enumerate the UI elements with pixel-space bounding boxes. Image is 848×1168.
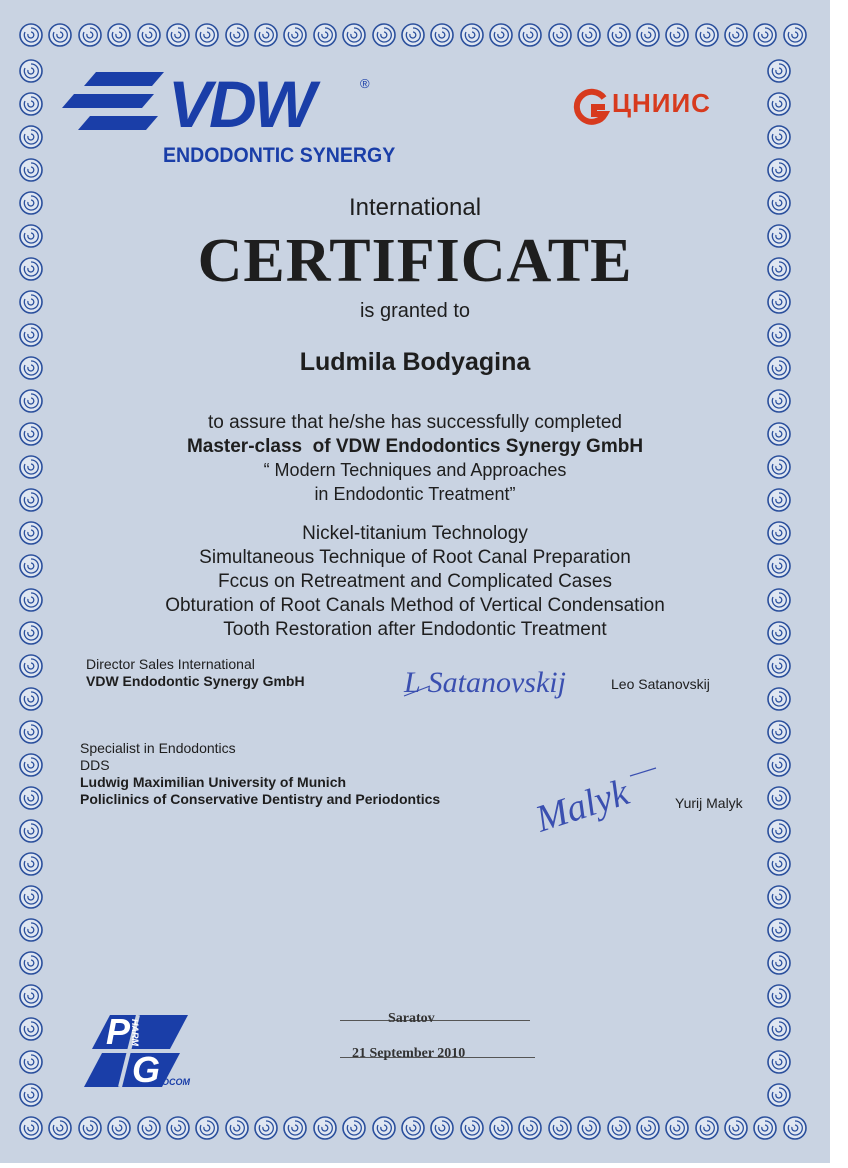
course-subtitle-1: “ Modern Techniques and Approaches — [263, 460, 567, 480]
shell-ornament-icon — [766, 950, 792, 976]
shell-ornament-icon — [18, 983, 44, 1009]
shell-ornament-icon — [371, 1115, 397, 1141]
shell-ornament-icon — [766, 785, 792, 811]
shell-ornament-icon — [429, 1115, 455, 1141]
shell-ornament-icon — [782, 1115, 808, 1141]
topic-item: Tooth Restoration after Endodontic Treatment — [223, 619, 607, 640]
shell-ornament-icon — [576, 22, 602, 48]
granted-text: is granted to — [359, 300, 471, 322]
shell-ornament-icon — [253, 22, 279, 48]
shell-ornament-icon — [18, 388, 44, 414]
shell-ornament-icon — [766, 1082, 792, 1108]
shell-ornament-icon — [18, 752, 44, 778]
shell-ornament-icon — [18, 157, 44, 183]
cniis-emblem-icon — [572, 88, 610, 126]
registered-mark: ® — [360, 76, 370, 91]
topic-item: Simultaneous Technique of Root Canal Preparation — [199, 547, 631, 568]
shell-ornament-icon — [517, 1115, 543, 1141]
shell-ornament-icon — [766, 851, 792, 877]
cniis-wordmark: ЦНИИС — [612, 88, 711, 118]
signatory-1-company: VDW Endodontic Synergy GmbH — [86, 673, 305, 689]
pharm-letter-p: P — [106, 1011, 131, 1052]
shell-ornament-icon — [18, 653, 44, 679]
shell-ornament-icon — [18, 1082, 44, 1108]
shell-ornament-icon — [664, 22, 690, 48]
shell-ornament-icon — [18, 686, 44, 712]
geocom-text: EOCOM — [156, 1077, 191, 1087]
shell-ornament-icon — [766, 388, 792, 414]
shell-ornament-icon — [606, 22, 632, 48]
shell-ornament-icon — [694, 1115, 720, 1141]
shell-ornament-icon — [488, 22, 514, 48]
shell-ornament-icon — [547, 22, 573, 48]
shell-ornament-icon — [766, 58, 792, 84]
signatory-2-role: Specialist in Endodontics — [80, 740, 236, 756]
footer-city: Saratov — [388, 1011, 435, 1026]
shell-ornament-icon — [18, 1115, 44, 1141]
shell-ornament-icon — [766, 1016, 792, 1042]
shell-ornament-icon — [341, 1115, 367, 1141]
shell-ornament-icon — [459, 22, 485, 48]
vdw-wordmark: VDW — [168, 67, 313, 141]
shell-ornament-icon — [18, 917, 44, 943]
shell-ornament-icon — [18, 91, 44, 117]
shell-ornament-icon — [224, 22, 250, 48]
shell-ornament-icon — [766, 752, 792, 778]
shell-ornament-icon — [766, 124, 792, 150]
shell-ornament-icon — [18, 1049, 44, 1075]
vdw-stripes-icon — [60, 70, 170, 140]
shell-ornament-icon — [18, 851, 44, 877]
shell-ornament-icon — [752, 22, 778, 48]
shell-ornament-icon — [766, 686, 792, 712]
shell-ornament-icon — [77, 22, 103, 48]
shell-ornament-icon — [576, 1115, 602, 1141]
shell-ornament-icon — [766, 1049, 792, 1075]
shell-ornament-icon — [547, 1115, 573, 1141]
shell-ornament-icon — [194, 22, 220, 48]
shell-ornament-icon — [752, 1115, 778, 1141]
footer-date: 21 September 2010 — [352, 1046, 466, 1061]
course-title: Master-class of VDW Endodontics Synergy GmbH — [186, 436, 644, 457]
signature-satanovskij — [400, 648, 590, 708]
shell-ornament-icon — [723, 22, 749, 48]
signatory-1-title — [86, 656, 305, 690]
shell-ornament-icon — [766, 91, 792, 117]
shell-ornament-icon — [429, 22, 455, 48]
city-rule — [340, 1020, 530, 1021]
pharm-text: HARM — [130, 1019, 140, 1046]
shell-ornament-icon — [723, 1115, 749, 1141]
signatory-2-university: Ludwig Maximilian University of Munich — [80, 774, 347, 790]
shell-ornament-icon — [106, 22, 132, 48]
shell-ornament-icon — [341, 22, 367, 48]
shell-ornament-icon — [47, 22, 73, 48]
topic-item: Fccus on Retreatment and Complicated Cases — [218, 571, 612, 592]
signature-1-text: L Satanovskij — [404, 666, 566, 699]
recipient-name: Ludmila Bodyagina — [299, 348, 531, 376]
shell-ornament-icon — [224, 1115, 250, 1141]
shell-ornament-icon — [165, 1115, 191, 1141]
shell-ornament-icon — [106, 1115, 132, 1141]
shell-ornament-icon — [766, 884, 792, 910]
topic-item: Nickel-titanium Technology — [302, 523, 528, 544]
shell-ornament-icon — [606, 1115, 632, 1141]
shell-ornament-icon — [694, 22, 720, 48]
shell-ornament-icon — [18, 818, 44, 844]
signatory-1-role: Director Sales International — [86, 656, 255, 672]
shell-border-bottom — [18, 1115, 808, 1141]
shell-ornament-icon — [18, 785, 44, 811]
shell-ornament-icon — [18, 22, 44, 48]
pharmgeocom-logo — [84, 1013, 194, 1089]
shell-ornament-icon — [766, 322, 792, 348]
shell-ornament-icon — [253, 1115, 279, 1141]
signature-malyk — [530, 742, 660, 862]
shell-ornament-icon — [18, 950, 44, 976]
signatory-2-department: Policlinics of Conservative Dentistry and Periodontics — [80, 791, 441, 807]
course-subtitle-2: in Endodontic Treatment” — [314, 484, 516, 504]
signatory-1-name: Leo Satanovskij — [611, 676, 710, 692]
certificate-title: CERTIFICATE — [197, 227, 633, 295]
shell-ornament-icon — [136, 1115, 162, 1141]
topic-item: Obturation of Root Canals Method of Vertical Condensation — [165, 595, 665, 616]
shell-ornament-icon — [282, 22, 308, 48]
shell-ornament-icon — [371, 22, 397, 48]
geocom-letter-g: G — [132, 1049, 161, 1090]
assure-text: to assure that he/she has successfully completed — [207, 412, 622, 433]
signatory-2-title — [80, 740, 440, 808]
shell-ornament-icon — [282, 1115, 308, 1141]
shell-ornament-icon — [18, 719, 44, 745]
shell-border-top — [18, 22, 808, 48]
shell-ornament-icon — [400, 22, 426, 48]
signatory-2-degree: DDS — [80, 757, 110, 773]
shell-ornament-icon — [136, 22, 162, 48]
shell-ornament-icon — [664, 1115, 690, 1141]
shell-ornament-icon — [766, 818, 792, 844]
shell-ornament-icon — [194, 1115, 220, 1141]
shell-ornament-icon — [18, 58, 44, 84]
shell-ornament-icon — [165, 22, 191, 48]
shell-ornament-icon — [488, 1115, 514, 1141]
shell-ornament-icon — [18, 884, 44, 910]
shell-ornament-icon — [312, 22, 338, 48]
shell-ornament-icon — [47, 1115, 73, 1141]
shell-ornament-icon — [400, 1115, 426, 1141]
shell-ornament-icon — [312, 1115, 338, 1141]
vdw-tagline: ENDODONTIC SYNERGY — [163, 144, 396, 167]
shell-ornament-icon — [18, 1016, 44, 1042]
shell-ornament-icon — [517, 22, 543, 48]
shell-ornament-icon — [18, 322, 44, 348]
shell-ornament-icon — [782, 22, 808, 48]
shell-ornament-icon — [635, 1115, 661, 1141]
shell-ornament-icon — [18, 124, 44, 150]
signature-2-text: Malyk — [530, 771, 634, 841]
shell-ornament-icon — [459, 1115, 485, 1141]
shell-ornament-icon — [766, 917, 792, 943]
shell-ornament-icon — [766, 653, 792, 679]
shell-ornament-icon — [766, 983, 792, 1009]
shell-ornament-icon — [635, 22, 661, 48]
shell-ornament-icon — [766, 157, 792, 183]
shell-ornament-icon — [77, 1115, 103, 1141]
shell-ornament-icon — [766, 719, 792, 745]
signatory-2-name: Yurij Malyk — [675, 795, 743, 811]
pre-title: International — [348, 194, 482, 221]
